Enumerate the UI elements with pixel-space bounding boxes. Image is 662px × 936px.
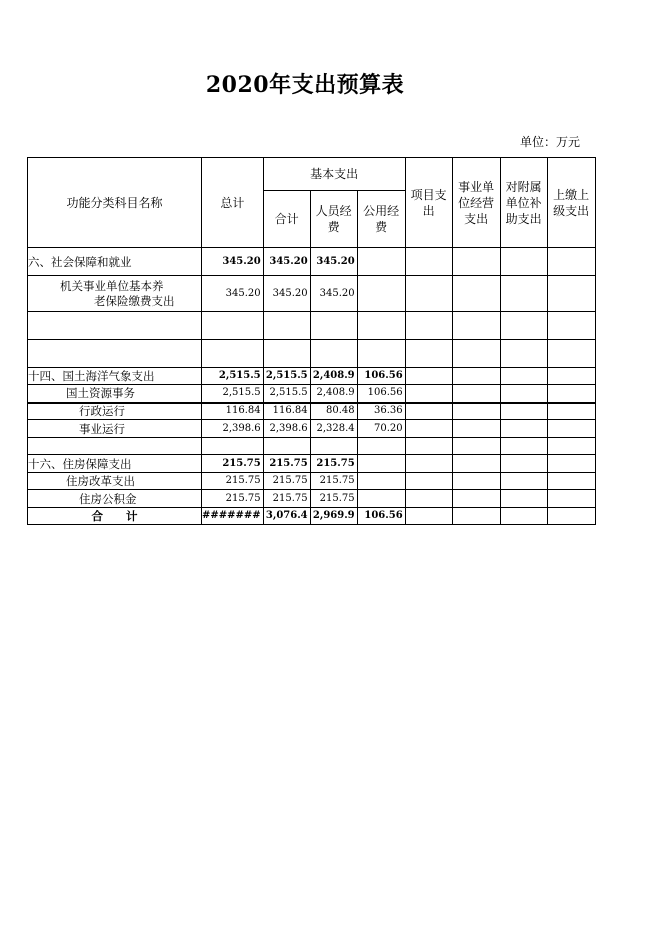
- cell-sum: 2,398.6: [263, 420, 310, 438]
- header-project: 项目支出: [405, 158, 452, 248]
- cell-sum: 215.75: [263, 455, 310, 473]
- row-name: [28, 276, 202, 312]
- header-basic: 基本支出: [263, 158, 405, 191]
- cell-public: [357, 276, 405, 312]
- cell-public: 70.20: [357, 420, 405, 438]
- budget-table: [27, 157, 596, 525]
- cell-public: 106.56: [357, 368, 405, 385]
- row-name-line2: 老保险缴费支出: [94, 293, 175, 308]
- header-subsidy: 对附属单位补助支出: [500, 158, 547, 248]
- header-public: 公用经费: [357, 191, 405, 248]
- page-title: 2020年支出预算表: [205, 72, 405, 98]
- cell-public: 106.56: [357, 508, 405, 525]
- cell-personnel: 215.75: [310, 473, 357, 490]
- cell-sum: 116.84: [263, 403, 310, 420]
- cell-public: 106.56: [357, 385, 405, 403]
- header-basic-sum: 合计: [263, 191, 310, 248]
- cell-personnel: 2,408.9: [310, 385, 357, 403]
- cell-total: 2,515.5: [202, 368, 264, 385]
- cell-public: [357, 248, 405, 276]
- cell-personnel: 345.20: [310, 248, 357, 276]
- row-name: [28, 312, 202, 340]
- cell-total: 345.20: [202, 276, 264, 312]
- unit-label: 单位：万元: [519, 135, 580, 149]
- cell-total: 215.75: [202, 490, 264, 508]
- cell-public: [357, 490, 405, 508]
- cell-sum: 345.20: [263, 248, 310, 276]
- row-name: 十六、住房保障支出: [28, 455, 202, 473]
- row-name: 行政运行: [28, 403, 202, 420]
- cell-sum: 215.75: [263, 490, 310, 508]
- row-name: 国土资源事务: [28, 385, 202, 403]
- cell-personnel: 2,328.4: [310, 420, 357, 438]
- cell-total: 116.84: [202, 403, 264, 420]
- header-total: 总计: [202, 158, 264, 248]
- row-name: 住房改革支出: [28, 473, 202, 490]
- cell-personnel: 80.48: [310, 403, 357, 420]
- header-name: 功能分类科目名称: [28, 158, 202, 248]
- cell-personnel: 215.75: [310, 455, 357, 473]
- row-name: 住房公积金: [28, 490, 202, 508]
- cell-sum: 2,515.5: [263, 385, 310, 403]
- row-name: [28, 340, 202, 368]
- header-personnel: 人员经费: [310, 191, 357, 248]
- cell-total: 2,515.5: [202, 385, 264, 403]
- cell-personnel: 215.75: [310, 490, 357, 508]
- cell-total: 2,398.6: [202, 420, 264, 438]
- cell-personnel: 2,408.9: [310, 368, 357, 385]
- row-name: 事业运行: [28, 420, 202, 438]
- cell-sum: 2,515.5: [263, 368, 310, 385]
- cell-total: #######: [202, 508, 264, 525]
- cell-public: [357, 473, 405, 490]
- cell-total: 345.20: [202, 248, 264, 276]
- header-upper: 上缴上级支出: [547, 158, 595, 248]
- cell-total: 215.75: [202, 455, 264, 473]
- cell-sum: 345.20: [263, 276, 310, 312]
- row-name-line1: 机关事业单位基本养: [60, 278, 164, 293]
- cell-personnel: 345.20: [310, 276, 357, 312]
- row-name-total: 合 计: [28, 508, 202, 525]
- cell-sum: 215.75: [263, 473, 310, 490]
- header-business: 事业单位经营支出: [452, 158, 500, 248]
- cell-total: 215.75: [202, 473, 264, 490]
- cell-public: [357, 455, 405, 473]
- row-name: 十四、国土海洋气象支出: [28, 368, 202, 385]
- row-name: 六、社会保障和就业: [28, 248, 202, 276]
- cell-sum: 3,076.4: [263, 508, 310, 525]
- cell-personnel: 2,969.9: [310, 508, 357, 525]
- row-name: [28, 438, 202, 455]
- cell-public: 36.36: [357, 403, 405, 420]
